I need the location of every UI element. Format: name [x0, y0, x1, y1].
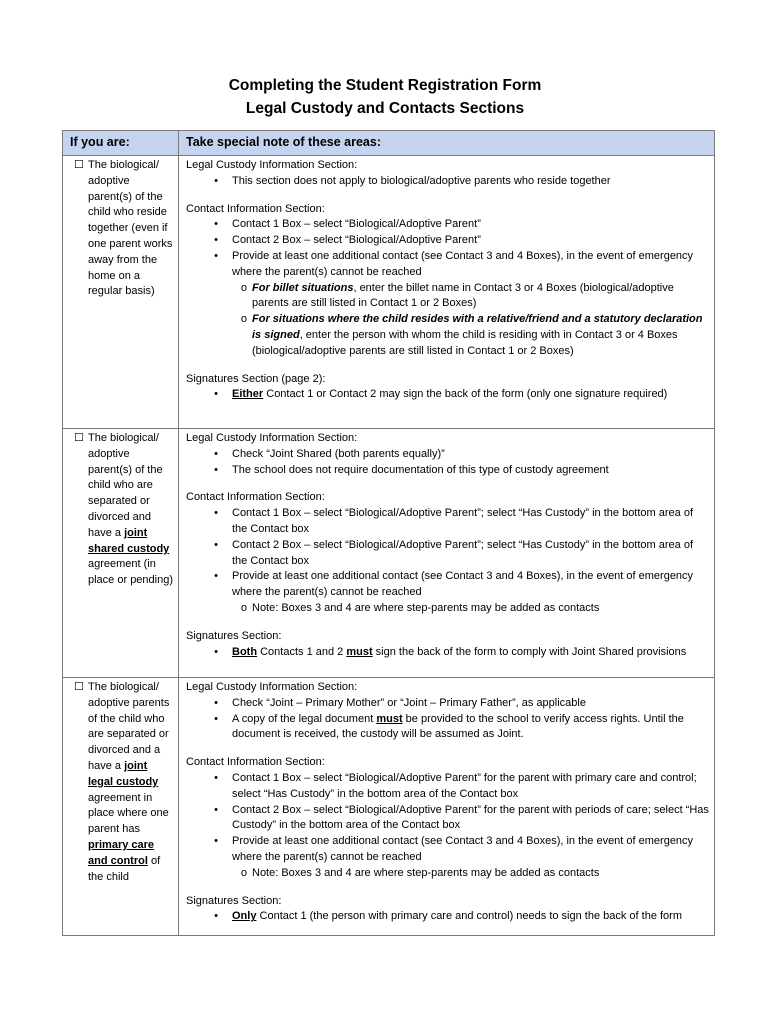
sub-list-item: o For situations where the child resides with a relative/friend and a statutory declaration is signed, enter the person with whom the child is residing with in Contact 3 or 4 Boxes (biological/adoptive parents are still listed in Contact 1 or 2 Boxes) — [186, 312, 710, 359]
case-cell — [63, 429, 179, 678]
page-title: Completing the Student Registration Form — [228, 77, 542, 94]
list-item: • The school does not require documentation of this type of custody agreement — [186, 463, 710, 479]
bullet-icon: • — [214, 463, 218, 476]
page-subtitle: Legal Custody and Contacts Sections — [245, 100, 525, 117]
table-row — [63, 156, 715, 429]
list-item: • Contact 2 Box – select “Biological/Adoptive Parent” for the parent with periods of care; select “Has Custody” in the bottom area of the Contact box — [186, 803, 710, 835]
section-heading: Contact Information Section: — [186, 491, 325, 504]
list-item: • A copy of the legal document must be provided to the school to verify access rights. Until the document is received, the custody will be assumed as Joint. — [186, 712, 710, 744]
section-heading: Contact Information Section: — [186, 202, 325, 215]
checkbox-icon[interactable]: ☐ — [74, 432, 84, 444]
bullet-icon: • — [214, 910, 218, 923]
bullet-icon: • — [214, 771, 218, 784]
list-item: • Contact 1 Box – select “Biological/Adoptive Parent” for the parent with primary care and control; select “Has Custody” in the bottom area of the Contact box — [186, 771, 710, 803]
case-cell — [63, 156, 179, 429]
header-special-note: Take special note of these areas: — [179, 131, 715, 156]
bullet-icon: • — [214, 538, 218, 551]
bullet-icon: • — [214, 803, 218, 816]
bullet-icon: • — [214, 218, 218, 231]
list-item: • Only Contact 1 (the person with primary care and control) needs to sign the back of the form — [186, 909, 710, 925]
list-item: • Check “Joint Shared (both parents equally)” — [186, 447, 710, 463]
sub-bullet-icon: o — [240, 866, 247, 879]
list-item: • Check “Joint – Primary Mother” or “Joint – Primary Father”, as applicable — [186, 696, 710, 712]
checkbox-icon[interactable]: ☐ — [74, 159, 84, 171]
bullet-icon: • — [214, 507, 218, 520]
bullet-icon: • — [214, 388, 218, 401]
table-header-row — [63, 131, 715, 156]
bullet-icon: • — [214, 174, 218, 187]
header-if-you-are: If you are: — [63, 131, 179, 156]
bullet-icon: • — [214, 249, 218, 262]
section-heading: Legal Custody Information Section: — [186, 159, 358, 171]
list-item: • Contact 1 Box – select “Biological/Adoptive Parent” — [186, 217, 710, 233]
notes-cell — [179, 678, 715, 936]
case-description: The biological/ adoptive parent(s) of the child who are separated or divorced and have a joint shared custody agreement (in place or pending) — [88, 432, 174, 587]
list-item: • Provide at least one additional contact (see Contact 3 and 4 Boxes), in the event of emergency where the parent(s) cannot be reached — [186, 834, 710, 866]
case-description: The biological/ adoptive parents of the child who are separated or divorced and a have a joint legal custody agreement in place where one parent has primary care and control of the child — [88, 681, 170, 883]
bullet-icon: • — [214, 835, 218, 848]
list-item: • Contact 2 Box – select “Biological/Adoptive Parent”; select “Has Custody” in the bottom area of the Contact box — [186, 538, 710, 570]
table-row — [63, 678, 715, 936]
registration-guide-table — [62, 130, 715, 936]
bullet-icon: • — [214, 696, 218, 709]
section-heading: Signatures Section: — [186, 629, 282, 642]
section-heading: Signatures Section: — [186, 894, 282, 907]
table-row — [63, 429, 715, 678]
checkbox-icon[interactable]: ☐ — [74, 681, 84, 693]
list-item: • Provide at least one additional contact (see Contact 3 and 4 Boxes), in the event of emergency where the parent(s) cannot be reached — [186, 569, 710, 601]
bullet-icon: • — [214, 645, 218, 658]
sub-list-item: o Note: Boxes 3 and 4 are where step-parents may be added as contacts — [186, 866, 710, 882]
list-item: • Provide at least one additional contact (see Contact 3 and 4 Boxes), in the event of emergency where the parent(s) cannot be reached — [186, 249, 710, 281]
section-heading: Legal Custody Information Section: — [186, 432, 358, 444]
sub-bullet-icon: o — [240, 313, 247, 326]
list-item: • Both Contacts 1 and 2 must sign the back of the form to comply with Joint Shared provisions — [186, 645, 710, 661]
sub-bullet-icon: o — [240, 601, 247, 614]
bullet-icon: • — [214, 234, 218, 247]
list-item: • This section does not apply to biological/adoptive parents who reside together — [186, 174, 710, 190]
notes-cell — [179, 429, 715, 678]
case-description: The biological/ adoptive parent(s) of the child who reside together (even if one parent works away from the home on a regular basis) — [88, 159, 173, 298]
bullet-icon: • — [214, 447, 218, 460]
bullet-icon: • — [214, 570, 218, 583]
section-heading: Legal Custody Information Section: — [186, 681, 358, 693]
notes-cell — [179, 156, 715, 429]
bullet-icon: • — [214, 712, 218, 725]
list-item: • Either Contact 1 or Contact 2 may sign the back of the form (only one signature required) — [186, 387, 710, 403]
section-heading: Contact Information Section: — [186, 756, 325, 769]
sub-list-item: o Note: Boxes 3 and 4 are where step-parents may be added as contacts — [186, 601, 710, 617]
sub-bullet-icon: o — [240, 281, 247, 294]
list-item: • Contact 1 Box – select “Biological/Adoptive Parent”; select “Has Custody” in the bottom area of the Contact box — [186, 506, 710, 538]
case-cell — [63, 678, 179, 936]
sub-list-item: o For billet situations, enter the billet name in Contact 3 or 4 Boxes (biological/adoptive parents are still listed in Contact 1 or 2 Boxes) — [186, 281, 710, 313]
list-item: • Contact 2 Box – select “Biological/Adoptive Parent” — [186, 233, 710, 249]
section-heading: Signatures Section (page 2): — [186, 372, 326, 385]
